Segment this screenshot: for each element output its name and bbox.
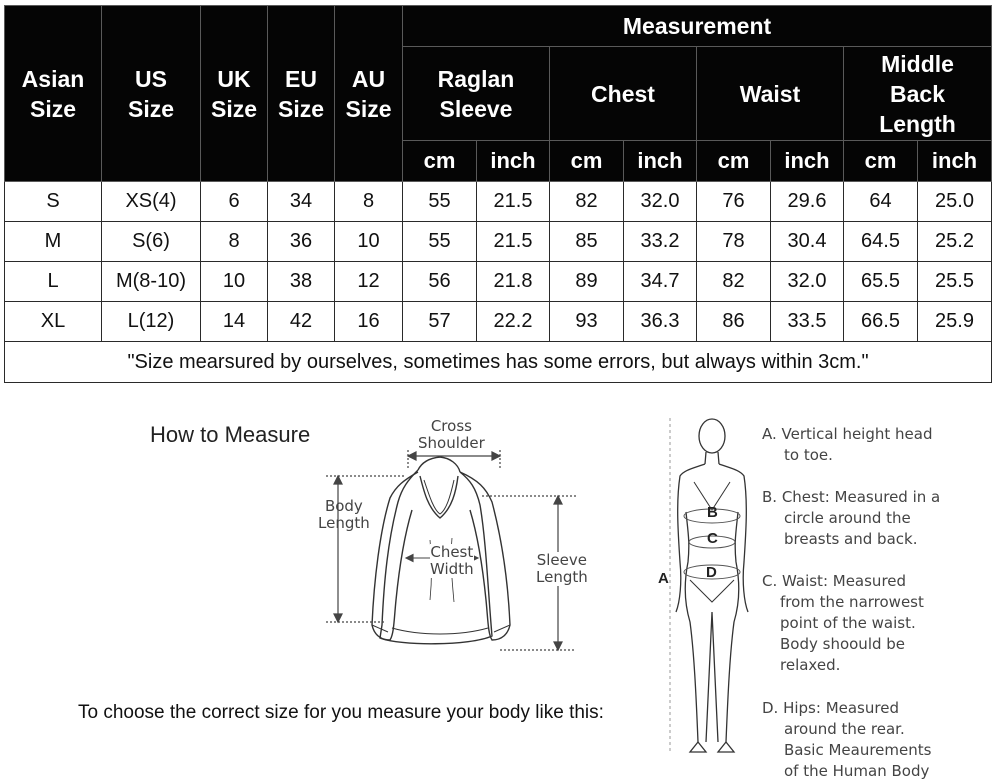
table-row	[5, 222, 992, 262]
unit-header: inch	[771, 141, 844, 182]
chest-width-label: Chest Width	[430, 543, 474, 578]
header-measurement: Measurement	[403, 6, 992, 47]
unit-header: cm	[403, 141, 477, 182]
table-cell: 76	[697, 182, 771, 222]
header-middle-back-length: Middle Back Length	[844, 47, 992, 141]
table-cell: 6	[201, 182, 268, 222]
body-figure	[650, 412, 760, 768]
letter-c: C	[707, 530, 718, 547]
table-cell: 82	[550, 182, 624, 222]
table-cell: 25.5	[918, 262, 992, 302]
header-waist: Waist	[697, 47, 844, 141]
legend-b: B. Chest: Measured in a circle around the breasts and back.	[762, 488, 941, 548]
size-chart-table	[4, 5, 992, 383]
letter-d: D	[706, 564, 717, 581]
table-cell: L(12)	[102, 302, 201, 342]
table-cell: 36	[268, 222, 335, 262]
header-eu-size: EU Size	[268, 6, 335, 182]
header-us-size: US Size	[102, 6, 201, 182]
table-cell: 8	[201, 222, 268, 262]
table-cell: 34	[268, 182, 335, 222]
table-cell: 33.2	[624, 222, 697, 262]
header-raglan-sleeve: Raglan Sleeve	[403, 47, 550, 141]
header-asian-size: Asian Size	[5, 6, 102, 182]
instruction-text: To choose the correct size for you measure your body like this:	[78, 702, 604, 723]
table-row	[5, 262, 992, 302]
table-cell: L	[5, 262, 102, 302]
table-cell: 33.5	[771, 302, 844, 342]
table-cell: 25.2	[918, 222, 992, 262]
table-cell: 64.5	[844, 222, 918, 262]
table-cell: 25.9	[918, 302, 992, 342]
table-cell: 89	[550, 262, 624, 302]
how-to-measure-title: How to Measure	[150, 422, 311, 447]
table-cell: 55	[403, 222, 477, 262]
table-cell: 64	[844, 182, 918, 222]
table-cell: S	[5, 182, 102, 222]
table-cell: XS(4)	[102, 182, 201, 222]
table-cell: 16	[335, 302, 403, 342]
table-note-row	[5, 342, 992, 383]
table-cell: 32.0	[771, 262, 844, 302]
header-chest: Chest	[550, 47, 697, 141]
table-cell: 21.5	[477, 222, 550, 262]
header-au-size: AU Size	[335, 6, 403, 182]
legend-c: C. Waist: Measured from the narrowest point of the waist. Body shoould be relaxed.	[762, 572, 924, 674]
table-cell: M	[5, 222, 102, 262]
unit-header: inch	[918, 141, 992, 182]
body-length-label: Body Length	[318, 497, 370, 532]
table-cell: 55	[403, 182, 477, 222]
table-cell: 22.2	[477, 302, 550, 342]
table-cell: 93	[550, 302, 624, 342]
table-cell: 10	[335, 222, 403, 262]
cross-shoulder-label: Cross Shoulder	[418, 417, 485, 452]
legend-d: D. Hips: Measured around the rear. Basic Meaurements of the Human Body	[762, 699, 932, 780]
table-cell: 29.6	[771, 182, 844, 222]
table-row	[5, 302, 992, 342]
sleeve-length-label: Sleeve Length	[536, 551, 588, 586]
table-cell: 10	[201, 262, 268, 302]
table-cell: 8	[335, 182, 403, 222]
table-cell: 32.0	[624, 182, 697, 222]
header-uk-size: UK Size	[201, 6, 268, 182]
unit-header: cm	[550, 141, 624, 182]
table-cell: 25.0	[918, 182, 992, 222]
unit-header: cm	[844, 141, 918, 182]
table-cell: 57	[403, 302, 477, 342]
unit-header: inch	[477, 141, 550, 182]
table-cell: 21.5	[477, 182, 550, 222]
table-cell: 85	[550, 222, 624, 262]
table-row	[5, 182, 992, 222]
table-cell: 14	[201, 302, 268, 342]
table-cell: 65.5	[844, 262, 918, 302]
table-cell: 78	[697, 222, 771, 262]
unit-header: inch	[624, 141, 697, 182]
unit-header: cm	[697, 141, 771, 182]
size-note: "Size mearsured by ourselves, sometimes has some errors, but always within 3cm."	[5, 342, 992, 383]
table-cell: 30.4	[771, 222, 844, 262]
table-cell: 21.8	[477, 262, 550, 302]
letter-a: A	[658, 570, 669, 587]
table-cell: 36.3	[624, 302, 697, 342]
table-cell: 66.5	[844, 302, 918, 342]
table-cell: 86	[697, 302, 771, 342]
table-cell: 34.7	[624, 262, 697, 302]
table-cell: 38	[268, 262, 335, 302]
table-cell: 56	[403, 262, 477, 302]
table-cell: 12	[335, 262, 403, 302]
legend-a: A. Vertical height head to toe.	[762, 425, 933, 464]
table-cell: 82	[697, 262, 771, 302]
letter-b: B	[707, 504, 718, 521]
table-cell: S(6)	[102, 222, 201, 262]
table-cell: 42	[268, 302, 335, 342]
table-cell: XL	[5, 302, 102, 342]
table-cell: M(8-10)	[102, 262, 201, 302]
